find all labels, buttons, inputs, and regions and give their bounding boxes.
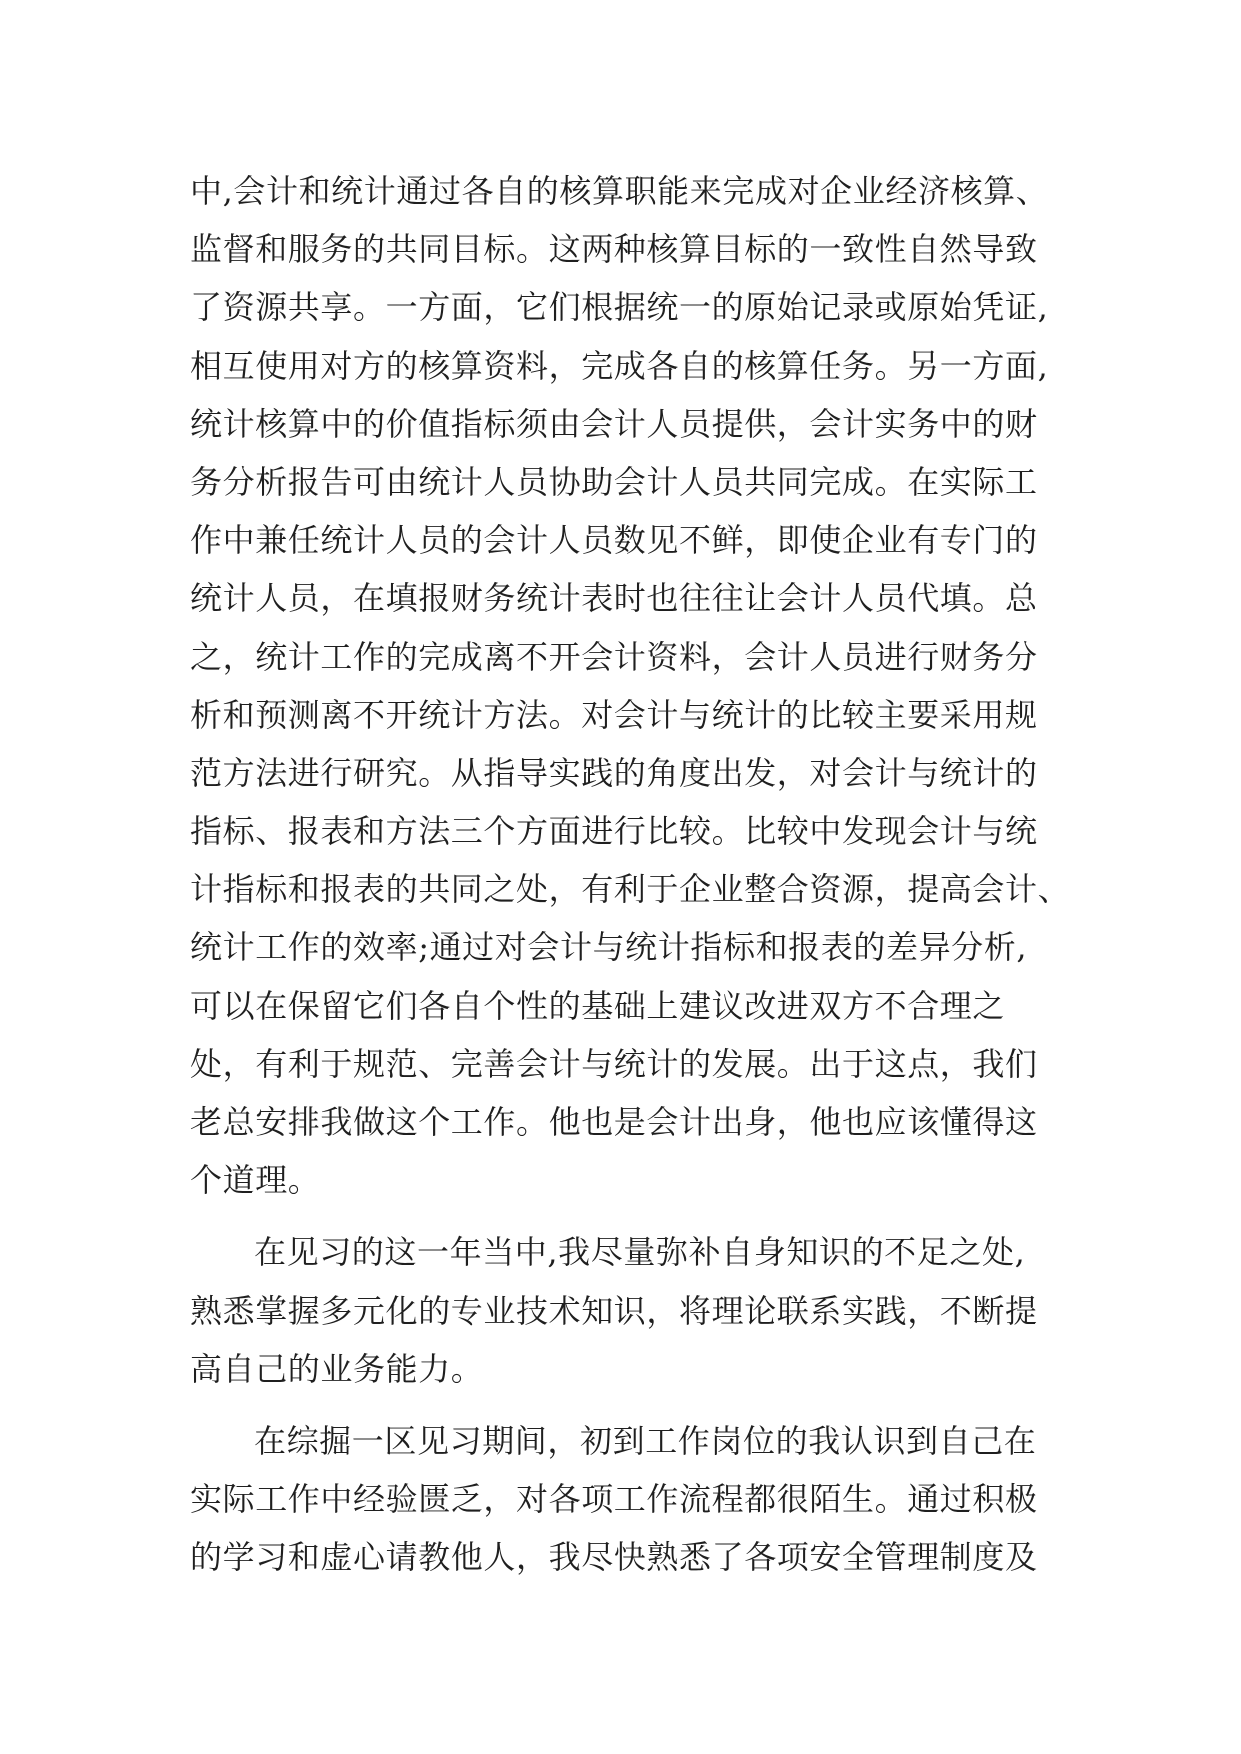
text-line: 在见习的这一年当中,我尽量弥补自身知识的不足之处, — [254, 1233, 1026, 1272]
text-line: 老总安排我做这个工作。他也是会计出身，他也应该懂得这 — [190, 1103, 1038, 1141]
text-line: 统计核算中的价值指标须由会计人员提供，会计实务中的财 — [190, 404, 1038, 443]
text-line: 统计人员，在填报财务统计表时也往往让会计人员代填。总 — [190, 579, 1038, 618]
text-line: 处，有利于规范、完善会计与统计的发展。出于这点，我们 — [190, 1044, 1038, 1083]
text-line: 了资源共享。一方面，它们根据统一的原始记录或原始凭证, — [190, 288, 1049, 327]
paragraph-excavation-district — [190, 1412, 1070, 1587]
text-line: 实际工作中经验匮乏，对各项工作流程都很陌生。通过积极 — [190, 1480, 1038, 1519]
paragraph-internship-year — [190, 1223, 1070, 1398]
text-line: 监督和服务的共同目标。这两种核算目标的一致性自然导致 — [190, 230, 1038, 269]
paragraph-spacer — [190, 1209, 1070, 1223]
text-line: 的学习和虚心请教他人，我尽快熟悉了各项安全管理制度及 — [190, 1538, 1038, 1577]
text-line: 熟悉掌握多元化的专业技术知识，将理论联系实践，不断提 — [190, 1291, 1038, 1330]
text-line: 作中兼任统计人员的会计人员数见不鲜，即使企业有专门的 — [190, 521, 1038, 560]
text-line: 务分析报告可由统计人员协助会计人员共同完成。在实际工 — [190, 462, 1038, 501]
text-line: 析和预测离不开统计方法。对会计与统计的比较主要采用规 — [190, 695, 1038, 734]
body-text — [190, 162, 1070, 1587]
text-line: 范方法进行研究。从指导实践的角度出发，对会计与统计的 — [190, 753, 1038, 792]
text-line: 统计工作的效率;通过对会计与统计指标和报表的差异分析, — [190, 928, 1028, 967]
text-line: 之，统计工作的完成离不开会计资料，会计人员进行财务分 — [190, 637, 1038, 676]
text-line: 高自己的业务能力。 — [190, 1349, 484, 1388]
text-line: 指标、报表和方法三个方面进行比较。比较中发现会计与统 — [190, 812, 1038, 851]
text-line: 可以在保留它们各自个性的基础上建议改进双方不合理之 — [190, 986, 1006, 1025]
paragraph-spacer — [190, 1398, 1070, 1412]
text-line: 在综掘一区见习期间，初到工作岗位的我认识到自己在 — [254, 1421, 1037, 1460]
paragraph-accounting-statistics — [190, 162, 1070, 1209]
text-line: 中,会计和统计通过各自的核算职能来完成对企业经济核算、 — [190, 172, 1049, 210]
text-line: 相互使用对方的核算资料，完成各自的核算任务。另一方面, — [190, 346, 1049, 385]
text-line: 个道理。 — [190, 1161, 321, 1200]
text-line: 计指标和报表的共同之处，有利于企业整合资源，提高会计、 — [190, 870, 1071, 909]
